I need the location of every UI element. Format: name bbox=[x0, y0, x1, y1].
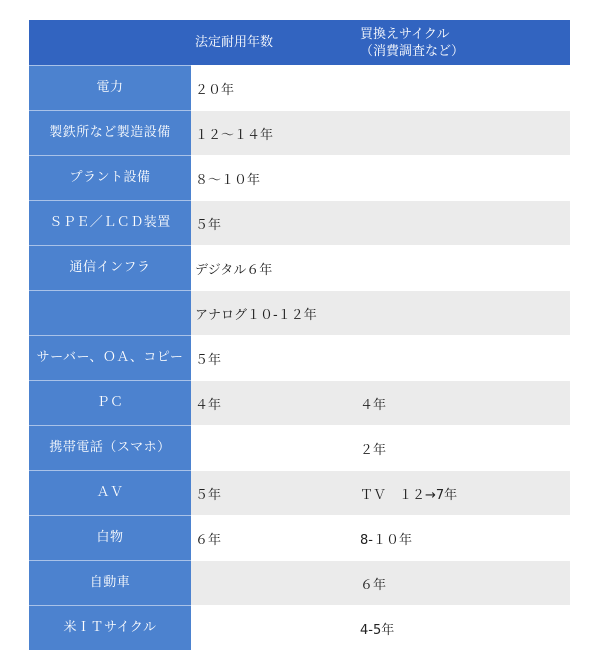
header-replacement-cycle bbox=[356, 20, 570, 66]
lifecycle-table bbox=[29, 20, 570, 650]
legal-life-cell: デジタル６年 bbox=[191, 246, 356, 291]
row-label: 製鉄所など製造設備 bbox=[29, 111, 191, 156]
row-label: 米ＩＴサイクル bbox=[29, 606, 191, 651]
replacement-cycle-cell: ＴＶ １２→7年 bbox=[356, 471, 570, 516]
replacement-cycle-cell bbox=[356, 336, 570, 381]
legal-life-cell: ４年 bbox=[191, 381, 356, 426]
replacement-cycle-cell: 8-１０年 bbox=[356, 516, 570, 561]
row-label: 通信インフラ bbox=[29, 246, 191, 291]
legal-life-cell bbox=[191, 561, 356, 606]
table-row bbox=[29, 426, 570, 471]
row-label: プラント設備 bbox=[29, 156, 191, 201]
table-row bbox=[29, 336, 570, 381]
row-label: 電力 bbox=[29, 66, 191, 111]
table-row bbox=[29, 156, 570, 201]
replacement-cycle-cell: ２年 bbox=[356, 426, 570, 471]
replacement-cycle-cell bbox=[356, 201, 570, 246]
row-label: サーバー、ＯＡ、コピー bbox=[29, 336, 191, 381]
replacement-cycle-cell: ４年 bbox=[356, 381, 570, 426]
legal-life-cell: ８〜１０年 bbox=[191, 156, 356, 201]
legal-life-cell bbox=[191, 606, 356, 651]
table-row bbox=[29, 246, 570, 291]
row-label: 携帯電話（スマホ） bbox=[29, 426, 191, 471]
header-legal-life: 法定耐用年数 bbox=[191, 20, 356, 66]
replacement-cycle-cell: ６年 bbox=[356, 561, 570, 606]
legal-life-cell: ６年 bbox=[191, 516, 356, 561]
legal-life-cell: ５年 bbox=[191, 336, 356, 381]
row-label: 自動車 bbox=[29, 561, 191, 606]
legal-life-cell: １２〜１４年 bbox=[191, 111, 356, 156]
header-corner-cell bbox=[29, 20, 191, 66]
legal-life-cell: ５年 bbox=[191, 201, 356, 246]
replacement-cycle-cell bbox=[356, 246, 570, 291]
legal-life-cell: ２０年 bbox=[191, 66, 356, 111]
replacement-cycle-cell bbox=[356, 156, 570, 201]
row-label bbox=[29, 291, 191, 336]
table-row bbox=[29, 606, 570, 651]
row-label: 白物 bbox=[29, 516, 191, 561]
table-row bbox=[29, 291, 570, 336]
table-row bbox=[29, 111, 570, 156]
table-row bbox=[29, 471, 570, 516]
table-row bbox=[29, 381, 570, 426]
legal-life-cell: アナログ１０-１２年 bbox=[191, 291, 356, 336]
header-replacement-cycle-line1: 買換えサイクル bbox=[360, 26, 450, 42]
replacement-cycle-cell bbox=[356, 111, 570, 156]
replacement-cycle-cell bbox=[356, 291, 570, 336]
header-replacement-cycle-line2: （消費調査など） bbox=[360, 43, 465, 59]
row-label: ＰＣ bbox=[29, 381, 191, 426]
table-row bbox=[29, 561, 570, 606]
row-label: ＡＶ bbox=[29, 471, 191, 516]
row-label: ＳＰＥ／ＬＣＤ装置 bbox=[29, 201, 191, 246]
legal-life-cell bbox=[191, 426, 356, 471]
legal-life-cell: ５年 bbox=[191, 471, 356, 516]
replacement-cycle-cell: 4-5年 bbox=[356, 606, 570, 651]
table-row bbox=[29, 201, 570, 246]
header-row bbox=[29, 20, 570, 66]
table-row bbox=[29, 66, 570, 111]
replacement-cycle-cell bbox=[356, 66, 570, 111]
table-row bbox=[29, 516, 570, 561]
